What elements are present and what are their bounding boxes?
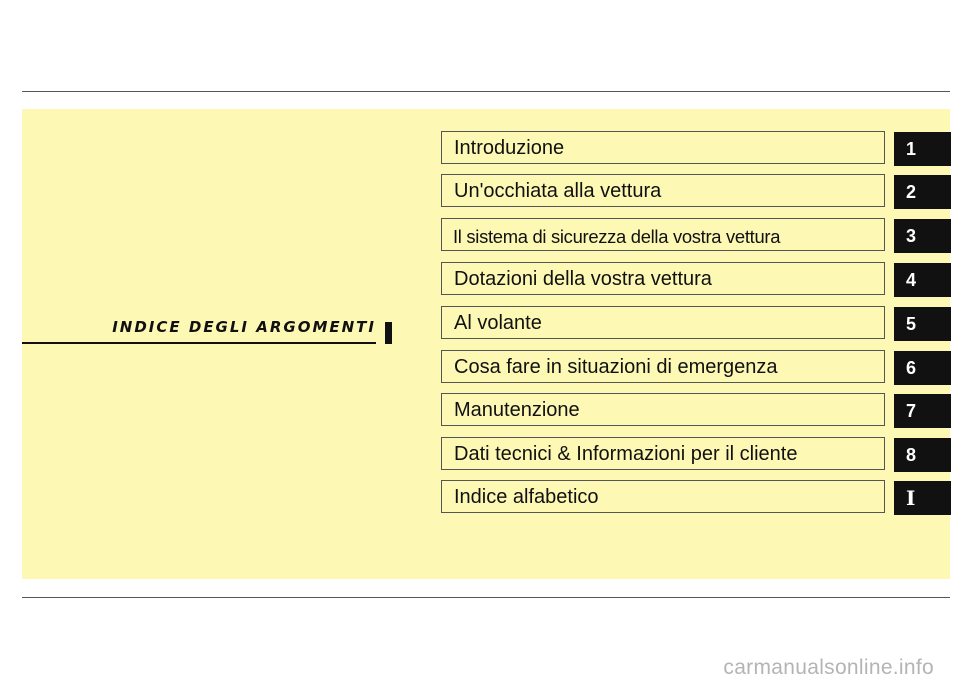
- toc-item-occhiata[interactable]: [441, 174, 951, 208]
- toc-item-box: [441, 437, 885, 470]
- toc-item-label: Dati tecnici & Informazioni per il cliente: [454, 443, 798, 465]
- toc-item-introduzione[interactable]: [441, 131, 951, 165]
- watermark-text: carmanualsonline.info: [723, 656, 934, 679]
- toc-item-box: [441, 262, 885, 295]
- toc-item-label: Al volante: [454, 312, 542, 334]
- chapter-tab-1[interactable]: 1: [894, 132, 951, 166]
- toc-item-dotazioni[interactable]: [441, 262, 951, 296]
- toc-item-box: [441, 174, 885, 207]
- toc-item-label: Il sistema di sicurezza della vostra vettura: [453, 226, 781, 247]
- toc-item-al-volante[interactable]: [441, 306, 951, 340]
- toc-item-sicurezza[interactable]: [441, 218, 951, 252]
- toc-item-manutenzione[interactable]: [441, 393, 951, 427]
- toc-item-indice-alfabetico[interactable]: [441, 480, 951, 514]
- toc-item-box: [441, 393, 885, 426]
- toc-item-box: [441, 218, 885, 251]
- toc-item-label: Dotazioni della vostra vettura: [454, 268, 712, 290]
- toc-item-label: Introduzione: [454, 137, 565, 159]
- toc-item-label: Cosa fare in situazioni di emergenza: [454, 356, 778, 378]
- toc-item-emergenza[interactable]: [441, 350, 951, 384]
- chapter-tab-4[interactable]: 4: [894, 263, 951, 297]
- heading-marker: [385, 322, 392, 344]
- chapter-tab-6[interactable]: 6: [894, 351, 951, 385]
- section-heading: [22, 314, 394, 344]
- toc-item-box: [441, 350, 885, 383]
- toc-item-label: Manutenzione: [454, 399, 580, 421]
- chapter-tab-2[interactable]: 2: [894, 175, 951, 209]
- top-rule: [22, 91, 950, 92]
- toc-item-label: Indice alfabetico: [454, 486, 599, 508]
- chapter-tab-index[interactable]: I: [894, 481, 951, 515]
- chapter-tab-7[interactable]: 7: [894, 394, 951, 428]
- toc-item-box: [441, 480, 885, 513]
- toc-item-box: [441, 131, 885, 164]
- chapter-tab-8[interactable]: 8: [894, 438, 951, 472]
- toc-item-label: Un'occhiata alla vettura: [454, 180, 662, 202]
- bottom-rule: [22, 597, 950, 598]
- toc-item-box: [441, 306, 885, 339]
- section-heading-text: INDICE DEGLI ARGOMENTI: [112, 318, 376, 336]
- chapter-tab-5[interactable]: 5: [894, 307, 951, 341]
- toc-item-dati-tecnici[interactable]: [441, 437, 951, 471]
- chapter-tab-3[interactable]: 3: [894, 219, 951, 253]
- heading-underline: [22, 342, 376, 344]
